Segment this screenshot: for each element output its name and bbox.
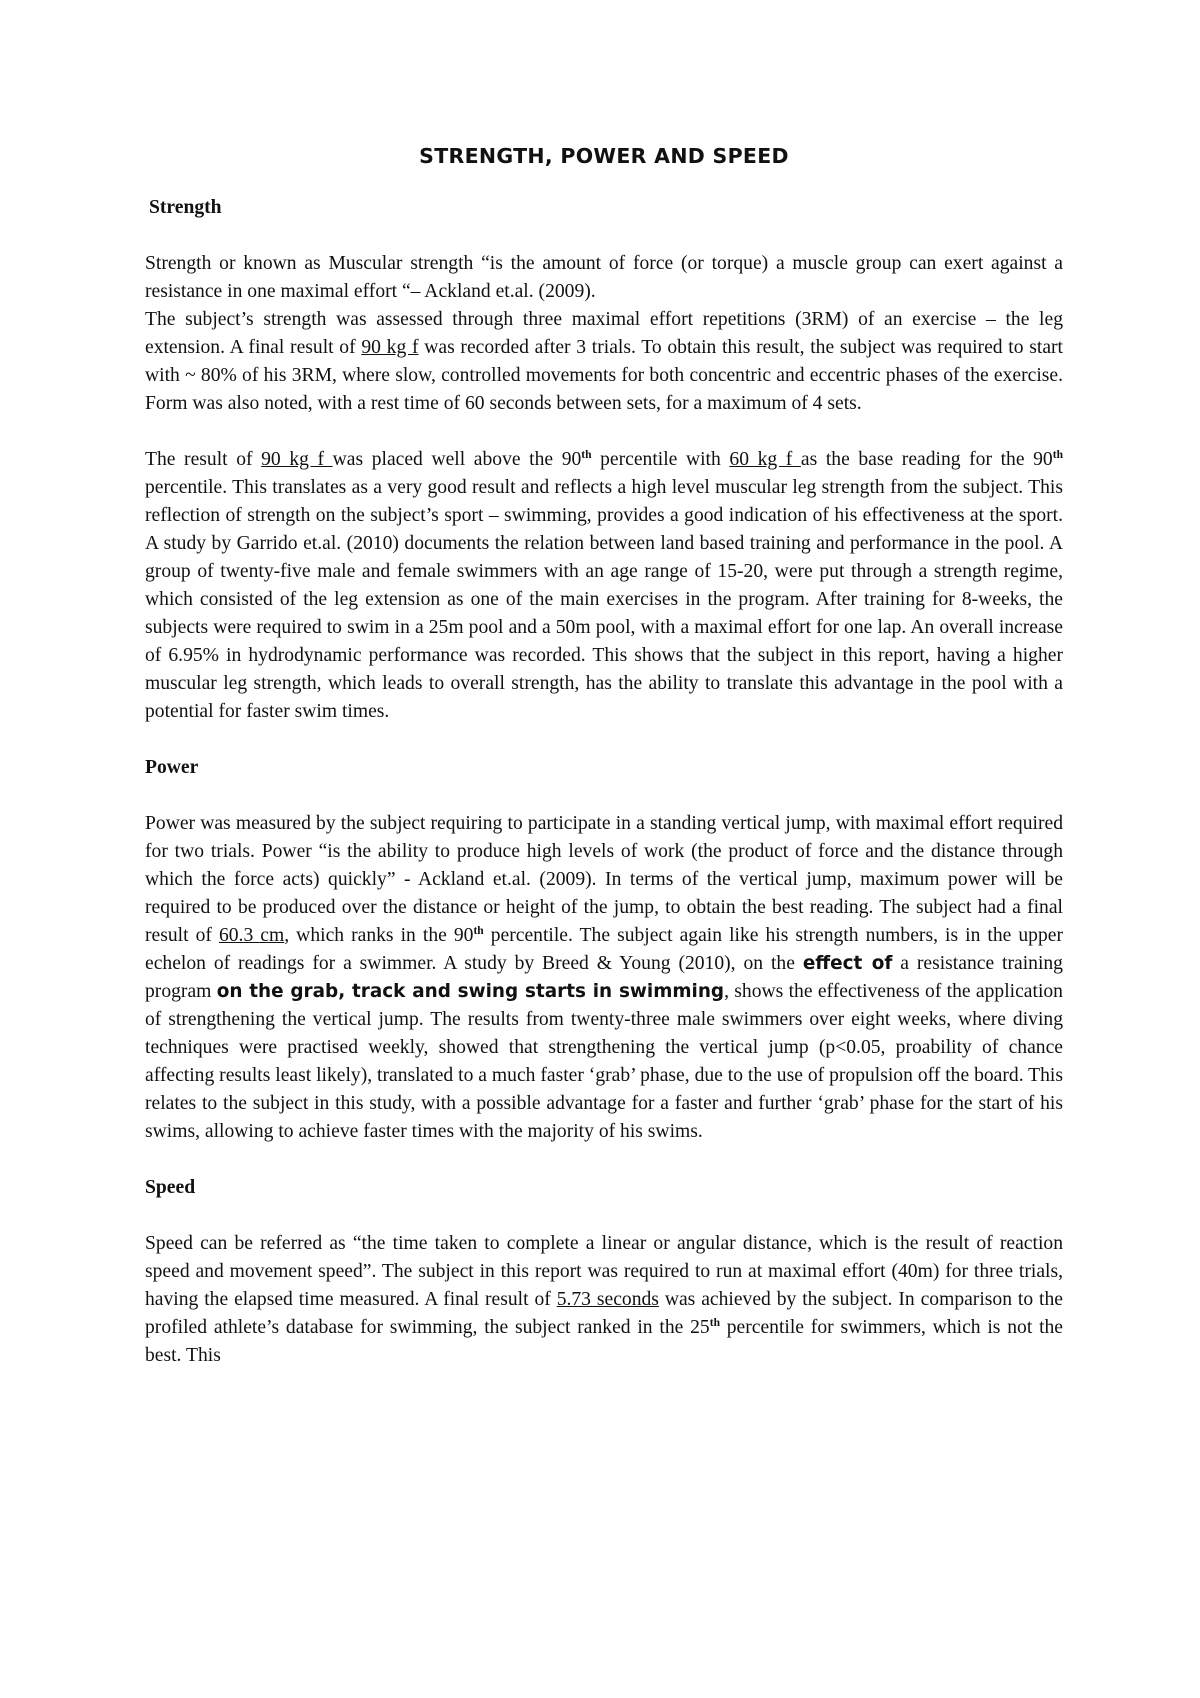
spacer [145,1202,1063,1230]
spacer [145,1146,1063,1174]
speed-heading: Speed [145,1177,196,1198]
spacer [145,726,1063,754]
study-title-bold: on the grab, track and swing starts in swimming [216,981,725,1002]
spacer [145,782,1063,810]
document-title: STRENGTH, POWER AND SPEED [419,144,789,168]
study-title-bold: effect of [802,953,893,974]
spacer [145,222,1063,250]
power-result-value: 60.3 cm [218,925,285,946]
strength-result-value: 90 kg f [361,337,419,358]
strength-definition-paragraph: Strength or known as Muscular strength “is the amount of force (or torque) a muscle group can exert against a resistance in one maximal effort “– Ackland et.al. (2009). [145,253,1063,302]
strength-result-value: 90 kg f [261,449,333,470]
document-page [145,140,1063,1370]
strength-heading: Strength [149,197,222,218]
speed-paragraph: Speed can be referred as “the time taken to complete a linear or angular distance, which is the result of reaction speed and movement speed”. The subject in this report was required to run at maximal effort (40m) for three trials, having the elapsed time measured. A final result of 5.73 seconds was achieved by the subject. In comparison to the profiled athlete’s database for swimming, the subject ranked in the 25th percentile for swimmers, which is not the best. This [145,1233,1063,1366]
strength-method-paragraph: The subject’s strength was assessed through three maximal effort repetitions (3RM) of an exercise – the leg extension. A final result of 90 kg f was recorded after 3 trials. To obtain this result, the subject was required to start with ~ 80% of his 3RM, where slow, controlled movements for both concentric and eccentric phases of the exercise. Form was also noted, with a rest time of 60 seconds between sets, for a maximum of 4 sets. [145,309,1063,414]
spacer [145,418,1063,446]
strength-baseline-value: 60 kg f [729,449,801,470]
speed-result-value: 5.73 seconds [556,1289,659,1310]
strength-analysis-paragraph: The result of 90 kg f was placed well above the 90th percentile with 60 kg f as the base reading for the 90th percentile. This translates as a very good result and reflects a high level muscular leg strength from the subject. This reflection of strength on the subject’s sport – swimming, provides a good indication of his effectiveness at the sport. A study by Garrido et.al. (2010) documents the relation between land based training and performance in the pool. A group of twenty-five male and female swimmers with an age range of 15-20, were put through a strength regime, which consisted of the leg extension as one of the main exercises in the program. After training for 8-weeks, the subjects were required to swim in a 25m pool and a 50m pool, with a maximal effort for one lap. An overall increase of 6.95% in hydrodynamic performance was recorded. This shows that the subject in this report, having a higher muscular leg strength, which leads to overall strength, has the ability to translate this advantage in the pool with a potential for faster swim times. [145,449,1063,722]
power-paragraph: Power was measured by the subject requiring to participate in a standing vertical jump, with maximal effort required for two trials. Power “is the ability to produce high levels of work (the product of force and the distance through which the force acts) quickly” - Ackland et.al. (2009). In terms of the vertical jump, maximum power will be required to be produced over the distance or height of the jump, to obtain the best reading. The subject had a final result of 60.3 cm, which ranks in the 90th percentile. The subject again like his strength numbers, is in the upper echelon of readings for a swimmer. A study by Breed & Young (2010), on the effect of a resistance training program on the grab, track and swing starts in swimming, shows the effectiveness of the application of strengthening the vertical jump. The results from twenty-three male swimmers over eight weeks, where diving techniques were practised weekly, showed that strengthening the vertical jump (p<0.05, proability of chance affecting results least likely), translated to a much faster ‘grab’ phase, due to the use of propulsion off the board. This relates to the subject in this study, with a possible advantage for a faster and further ‘grab’ phase for the start of his swims, allowing to achieve faster times with the majority of his swims. [145,813,1064,1142]
power-heading: Power [145,757,199,778]
